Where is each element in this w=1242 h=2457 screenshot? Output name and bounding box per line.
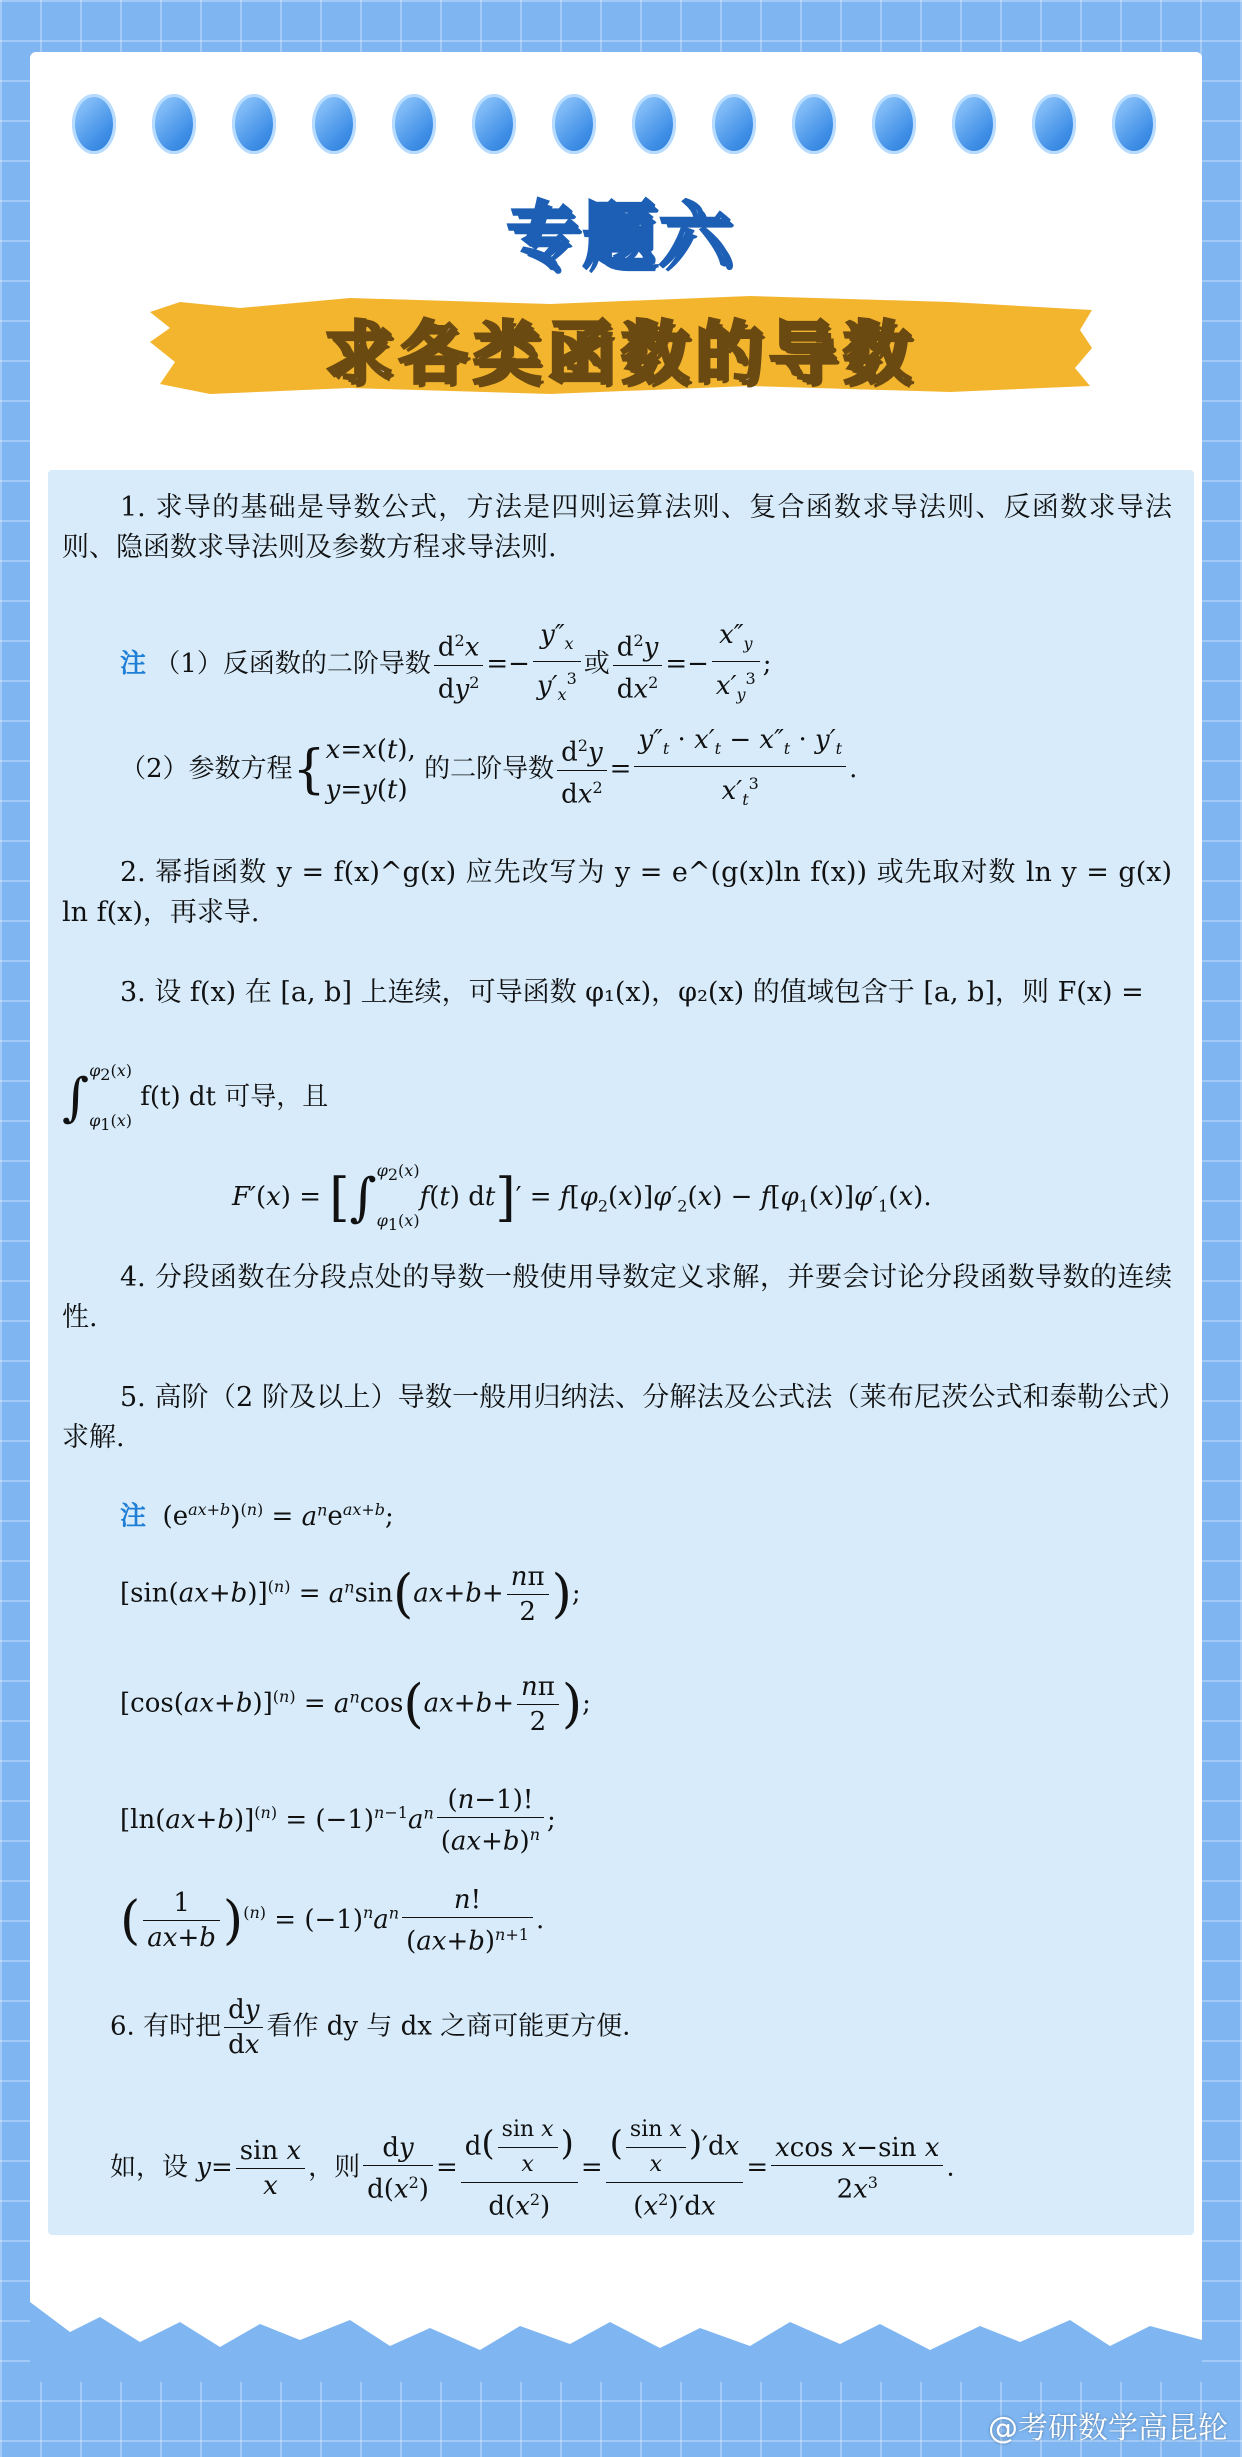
binder-hole xyxy=(152,94,196,154)
note-2-text: （2）参数方程 xyxy=(120,754,293,785)
formula-Fprime: $F'(x) = [\int\varphi_2(x)$ $\varphi_1(x)f(t) dt]' = f[\varphi_2(x)]\varphi'_2(x) - f[\varphi_1(x)]\varphi'_1(x)$. xyxy=(232,1161,932,1235)
torn-edge xyxy=(30,2262,1202,2382)
note-2-line: （2）参数方程{x=x(t), y=y(t) 的二阶导数 $\frac{d^2y}{dx^2}$ = $\frac{y''_t \cdot x'_t - x''_t \cdot y'_t}{x'_t^3}$ . xyxy=(120,723,857,817)
formula-ln: $[\ln(ax+b)]^{(n)} = (-1)^{n-1}a^n$ $\frac{(n-1)!}{(ax+b)^n}$ ; xyxy=(120,1785,556,1857)
note-1-line: 注 （1）反函数的二阶导数 $\frac{d^2x}{dy^2}$ =− $\frac{y''_x}{y'_x^3}$ 或 $\frac{d^2y}{dx^2}$ =− $\frac{x''_y}{x'_y^3}$ ; xyxy=(120,618,771,712)
watermark: @考研数学高昆轮 xyxy=(988,2411,1228,2446)
formula-sin: $[\sin(ax+b)]^{(n)} = a^n\sin(ax+b+$ $\frac{n\pi}{2}$ ); xyxy=(120,1562,581,1627)
binder-holes xyxy=(72,94,1172,154)
formula-param-d2y: $\frac{d^2y}{dx^2}$ xyxy=(557,729,607,811)
item-3b: f(t) dt 可导，且 xyxy=(140,1082,329,1113)
formula-cos: $[\cos(ax+b)]^{(n)} = a^n\cos(ax+b+$ $\frac{n\pi}{2}$ ); xyxy=(120,1672,591,1737)
note-1-or: 或 xyxy=(583,649,610,680)
item-5: 5. 高阶（2 阶及以上）导数一般用归纳法、分解法及公式法（莱布尼茨公式和泰勒公式）求解. xyxy=(62,1382,1172,1453)
binder-hole xyxy=(1112,94,1156,154)
binder-hole xyxy=(1032,94,1076,154)
example-then: ，则 xyxy=(308,2152,361,2183)
binder-hole xyxy=(232,94,276,154)
item-4: 4. 分段函数在分段点处的导数一般使用导数定义求解，并要会讨论分段函数导数的连续性. xyxy=(62,1262,1172,1333)
example-line: 如，设 y= $\frac{\text{sin x}}{x}$ ，则 $\frac{dy}{d(x^2)}$ = d( $\frac{\text{sin x}}{x}$ ) $d(x^2)$ = ( $\frac{\text{sin x}}{x}$ )′dx $(x^2)'dx$ = $\frac{\text{xcos x−sin x}}{2x^3}$ . xyxy=(110,2113,955,2224)
binder-hole xyxy=(792,94,836,154)
binder-hole xyxy=(72,94,116,154)
note-2-mid: 的二阶导数 xyxy=(424,754,555,785)
binder-hole xyxy=(552,94,596,154)
item-6a: 6. 有时把 xyxy=(110,2011,222,2042)
formula-reciprocal: ( $\frac{1}{ax+b}$ )$^{(n)} = (-1)^na^n$ $\frac{n!}{(ax+b)^{n+1}}$ . xyxy=(120,1885,545,1957)
item-1: 1. 求导的基础是导数公式，方法是四则运算法则、复合函数求导法则、反函数求导法则、隐函数求导法则及参数方程求导法则. xyxy=(62,492,1172,563)
formula-param-result: $\frac{y''_t \cdot x'_t - x''_t \cdot y'_t}{x'_t^3}$ xyxy=(634,723,846,817)
note-1-text: （1）反函数的二阶导数 xyxy=(154,649,431,680)
item-3-integral: $\int\varphi_2(x)$ $\varphi_1(x)$ f(t) dt 可导，且 xyxy=(62,1061,329,1135)
binder-hole xyxy=(312,94,356,154)
binder-hole xyxy=(392,94,436,154)
item-6b: 看作 dy 与 dx 之商可能更方便. xyxy=(266,2011,631,2042)
note-label: 注 xyxy=(120,1501,147,1532)
binder-hole xyxy=(632,94,676,154)
parametric-system: x=x(t), y=y(t) xyxy=(325,735,416,806)
binder-hole xyxy=(872,94,916,154)
item-6-line: 6. 有时把 $\frac{dy}{dx}$ 看作 dy 与 dx 之商可能更方便. xyxy=(110,1995,631,2060)
binder-hole xyxy=(952,94,996,154)
formula-d2y: $\frac{d^2y}{dx^2}$ xyxy=(613,624,663,706)
formula-exp: 注 $(e^{ax+b})^{(n)} = a^ne^{ax+b}$; xyxy=(120,1500,394,1532)
item-3a: 3. 设 f(x) 在 [a, b] 上连续，可导函数 φ₁(x)，φ₂(x) 的值域包含于 [a, b]，则 F(x) = xyxy=(120,977,1144,1008)
note-label: 注 xyxy=(120,649,147,680)
page-title: 求各类函数的导数 xyxy=(324,315,917,394)
formula-inverse-2: $\frac{x''_y}{x'_y^3}$ xyxy=(712,618,760,712)
binder-hole xyxy=(712,94,756,154)
binder-hole xyxy=(472,94,516,154)
item-2: 2. 幂指函数 y = f(x)^g(x) 应先改写为 y = e^(g(x)ln f(x)) 或先取对数 ln y = g(x) ln f(x)，再求导. xyxy=(62,857,1172,928)
formula-d2x: $\frac{d^2x}{dy^2}$ xyxy=(434,624,484,706)
example-prefix: 如，设 xyxy=(110,2152,189,2183)
topic-number-title: 专题六 xyxy=(506,194,735,278)
formula-inverse-1: $\frac{y''_x}{y'_x^3}$ xyxy=(533,618,581,712)
